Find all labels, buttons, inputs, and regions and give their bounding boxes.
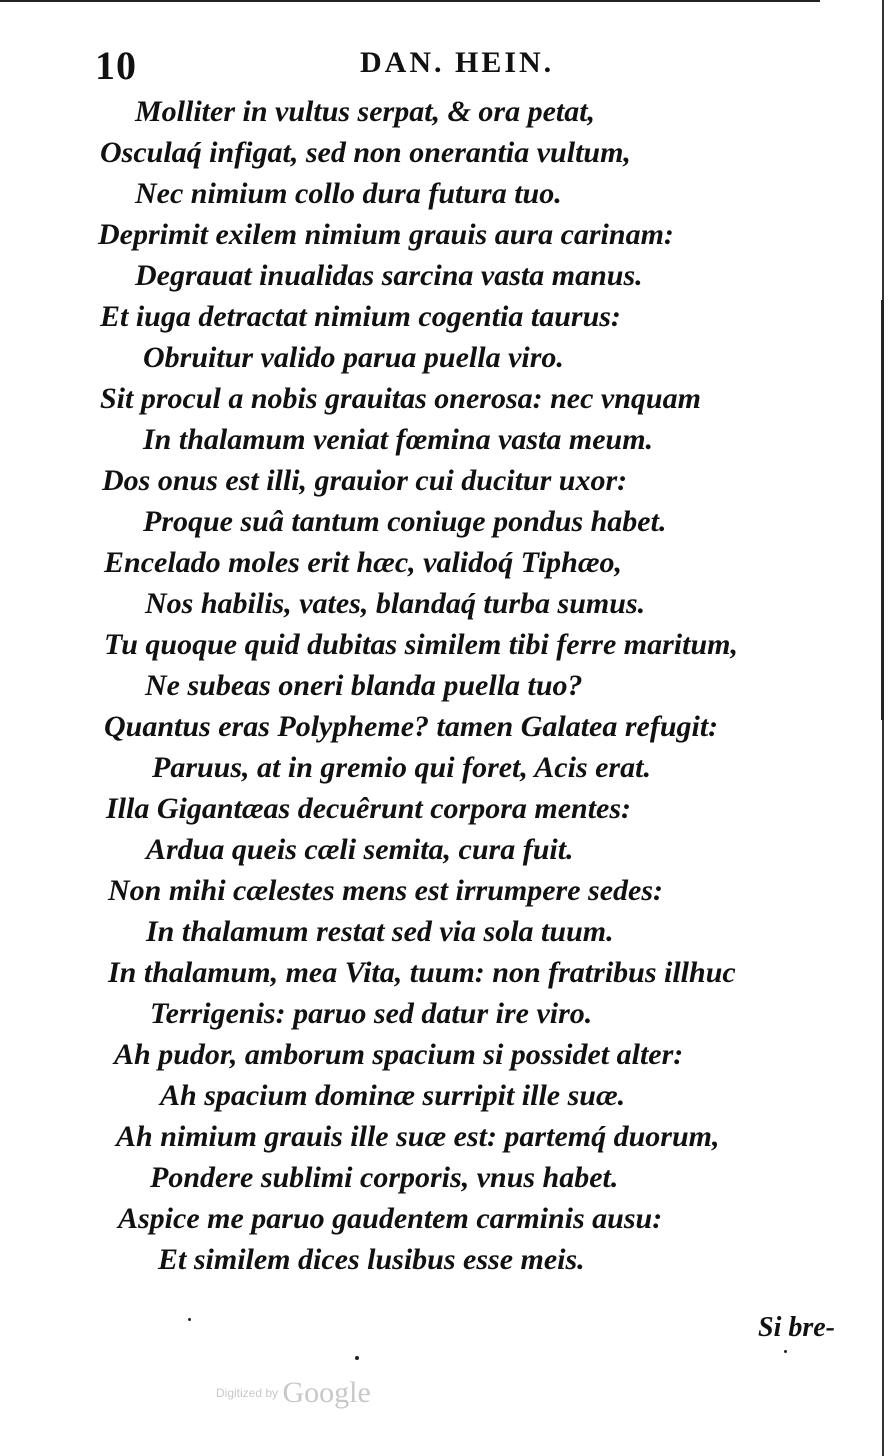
verse-line: Terrigenis: paruo sed datur ire viro.: [150, 997, 593, 1030]
page-edge: [882, 0, 890, 1456]
google-logo: Google: [282, 1376, 371, 1409]
ink-speck: [784, 1350, 787, 1353]
catchword: Si bre-: [758, 1312, 835, 1343]
verse-line: Illa Gigantæas decuêrunt corpora mentes:: [106, 792, 632, 825]
digitized-by-watermark: [216, 1376, 371, 1410]
page-number: 10: [95, 43, 137, 88]
verse-line: Non mihi cælestes mens est irrumpere sedes:: [108, 874, 663, 907]
verse-line: Et iuga detractat nimium cogentia taurus:: [100, 300, 621, 333]
verse-line: Osculaq́ infigat, sed non onerantia vultum,: [100, 136, 631, 169]
ink-speck: [355, 1356, 359, 1360]
verse-line: Pondere sublimi corporis, vnus habet.: [150, 1161, 619, 1194]
ink-speck: [188, 1318, 191, 1321]
verse-line: Dos onus est illi, grauior cui ducitur uxor:: [102, 464, 628, 497]
page-header: [95, 42, 615, 90]
verse-line: In thalamum restat sed via sola tuum.: [146, 915, 614, 948]
verse-line: Aspice me paruo gaudentem carminis ausu:: [118, 1202, 663, 1235]
verse-line: Nec nimium collo dura futura tuo.: [135, 177, 562, 210]
verse-line: In thalamum veniat fœmina vasta meum.: [143, 423, 654, 456]
verse-line: Tu quoque quid dubitas similem tibi ferre maritum,: [104, 628, 738, 661]
verse-line: Deprimit exilem nimium grauis aura carinam:: [98, 218, 674, 251]
verse-line: Ardua queis cæli semita, cura fuit.: [146, 833, 574, 866]
watermark-prefix: Digitized by: [216, 1386, 279, 1400]
top-rule: [0, 0, 820, 5]
verse-line: Paruus, at in gremio qui foret, Acis erat.: [152, 751, 651, 784]
verse-line: Sit procul a nobis grauitas onerosa: nec vnquam: [100, 382, 701, 415]
verse-line: Proque suâ tantum coniuge pondus habet.: [143, 505, 667, 538]
verse-line: Quantus eras Polypheme? tamen Galatea refugit:: [104, 710, 719, 743]
verse-line: Obruitur valido paruа puella viro.: [143, 341, 564, 374]
verse-line: Et similem dices lusibus esse meis.: [158, 1243, 585, 1276]
verse-line: Degrauat inualidas sarcina vasta manus.: [135, 259, 643, 292]
verse-line: Ne subeas oneri blanda puella tuo?: [145, 669, 583, 702]
verse-line: Ah spacium dominæ surripit ille suæ.: [160, 1079, 626, 1112]
running-head: DAN. HEIN.: [360, 46, 555, 79]
verse-line: Encelado moles erit hæc, validoq́ Tiphæo,: [104, 546, 623, 579]
verse-line: Ah pudor, amborum spacium si possidet alter:: [114, 1038, 684, 1071]
verse-line: Molliter in vultus serpat, & ora petat,: [135, 95, 596, 128]
verse-line: Ah nimium grauis ille suæ est: partemq́ duorum,: [116, 1120, 720, 1153]
page-edge-mark: [881, 300, 888, 720]
verse-line: Nos habilis, vates, blandaq́ turba sumus.: [145, 587, 646, 620]
verse-line: In thalamum, mea Vita, tuum: non fratribus illhuc: [108, 956, 736, 989]
